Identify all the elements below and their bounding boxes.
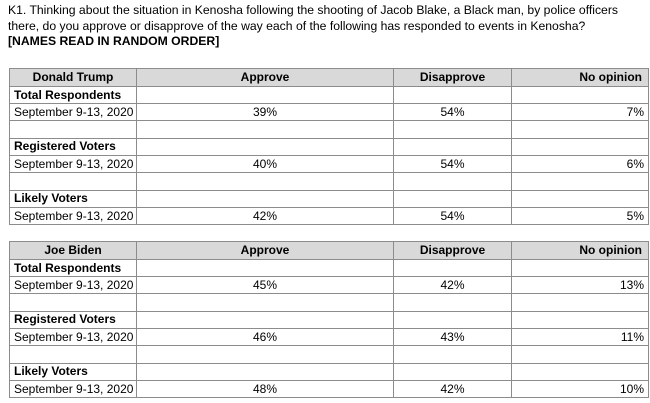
group-label: Likely Voters (10, 363, 137, 380)
approve-value: 42% (137, 207, 394, 224)
candidate-name: Joe Biden (10, 242, 137, 260)
group-label: Registered Voters (10, 311, 137, 328)
row-date: September 9-13, 2020 (10, 380, 137, 397)
row-date: September 9-13, 2020 (10, 104, 137, 121)
approve-value: 40% (137, 156, 394, 173)
group-label: Total Respondents (10, 87, 137, 104)
row-date: September 9-13, 2020 (10, 329, 137, 346)
table-row (10, 207, 649, 224)
table-row (10, 156, 649, 173)
row-date: September 9-13, 2020 (10, 156, 137, 173)
disapprove-value: 54% (394, 156, 512, 173)
table-header-row (10, 242, 649, 260)
group-label: Likely Voters (10, 190, 137, 207)
group-label: Registered Voters (10, 138, 137, 155)
row-date: September 9-13, 2020 (10, 207, 137, 224)
table-row (10, 329, 649, 346)
group-label-row (10, 311, 649, 328)
no-opinion-value: 10% (512, 380, 649, 397)
candidate-name: Donald Trump (10, 69, 137, 87)
disapprove-value: 43% (394, 329, 512, 346)
disapprove-value: 42% (394, 277, 512, 294)
table-header-row (10, 69, 649, 87)
disapprove-value: 54% (394, 104, 512, 121)
no-opinion-value: 11% (512, 329, 649, 346)
results-table-trump (9, 68, 649, 225)
table-row (10, 380, 649, 397)
spacer-row (10, 294, 649, 312)
group-label-row (10, 190, 649, 207)
question-block (8, 3, 648, 50)
row-date: September 9-13, 2020 (10, 277, 137, 294)
question-text: K1. Thinking about the situation in Kenosha following the shooting of Jacob Blake, a Black man, by police officers there, do you approve or disapprove of the way each of the following has responded to events in Kenosha? (8, 3, 618, 33)
spacer-row (10, 121, 649, 139)
no-opinion-value: 7% (512, 104, 649, 121)
col-no-opinion: No opinion (512, 242, 649, 260)
col-disapprove: Disapprove (394, 242, 512, 260)
disapprove-value: 42% (394, 380, 512, 397)
group-label-row (10, 138, 649, 155)
group-label-row (10, 87, 649, 104)
group-label-row (10, 260, 649, 277)
approve-value: 39% (137, 104, 394, 121)
disapprove-value: 54% (394, 207, 512, 224)
no-opinion-value: 13% (512, 277, 649, 294)
no-opinion-value: 5% (512, 207, 649, 224)
table-row (10, 104, 649, 121)
col-no-opinion: No opinion (512, 69, 649, 87)
group-label-row (10, 363, 649, 380)
approve-value: 45% (137, 277, 394, 294)
spacer-row (10, 346, 649, 364)
spacer-row (10, 173, 649, 191)
group-label: Total Respondents (10, 260, 137, 277)
approve-value: 48% (137, 380, 394, 397)
table-row (10, 277, 649, 294)
col-approve: Approve (137, 242, 394, 260)
approve-value: 46% (137, 329, 394, 346)
question-note: [NAMES READ IN RANDOM ORDER] (8, 34, 220, 48)
results-table-biden (9, 241, 649, 398)
col-disapprove: Disapprove (394, 69, 512, 87)
no-opinion-value: 6% (512, 156, 649, 173)
col-approve: Approve (137, 69, 394, 87)
